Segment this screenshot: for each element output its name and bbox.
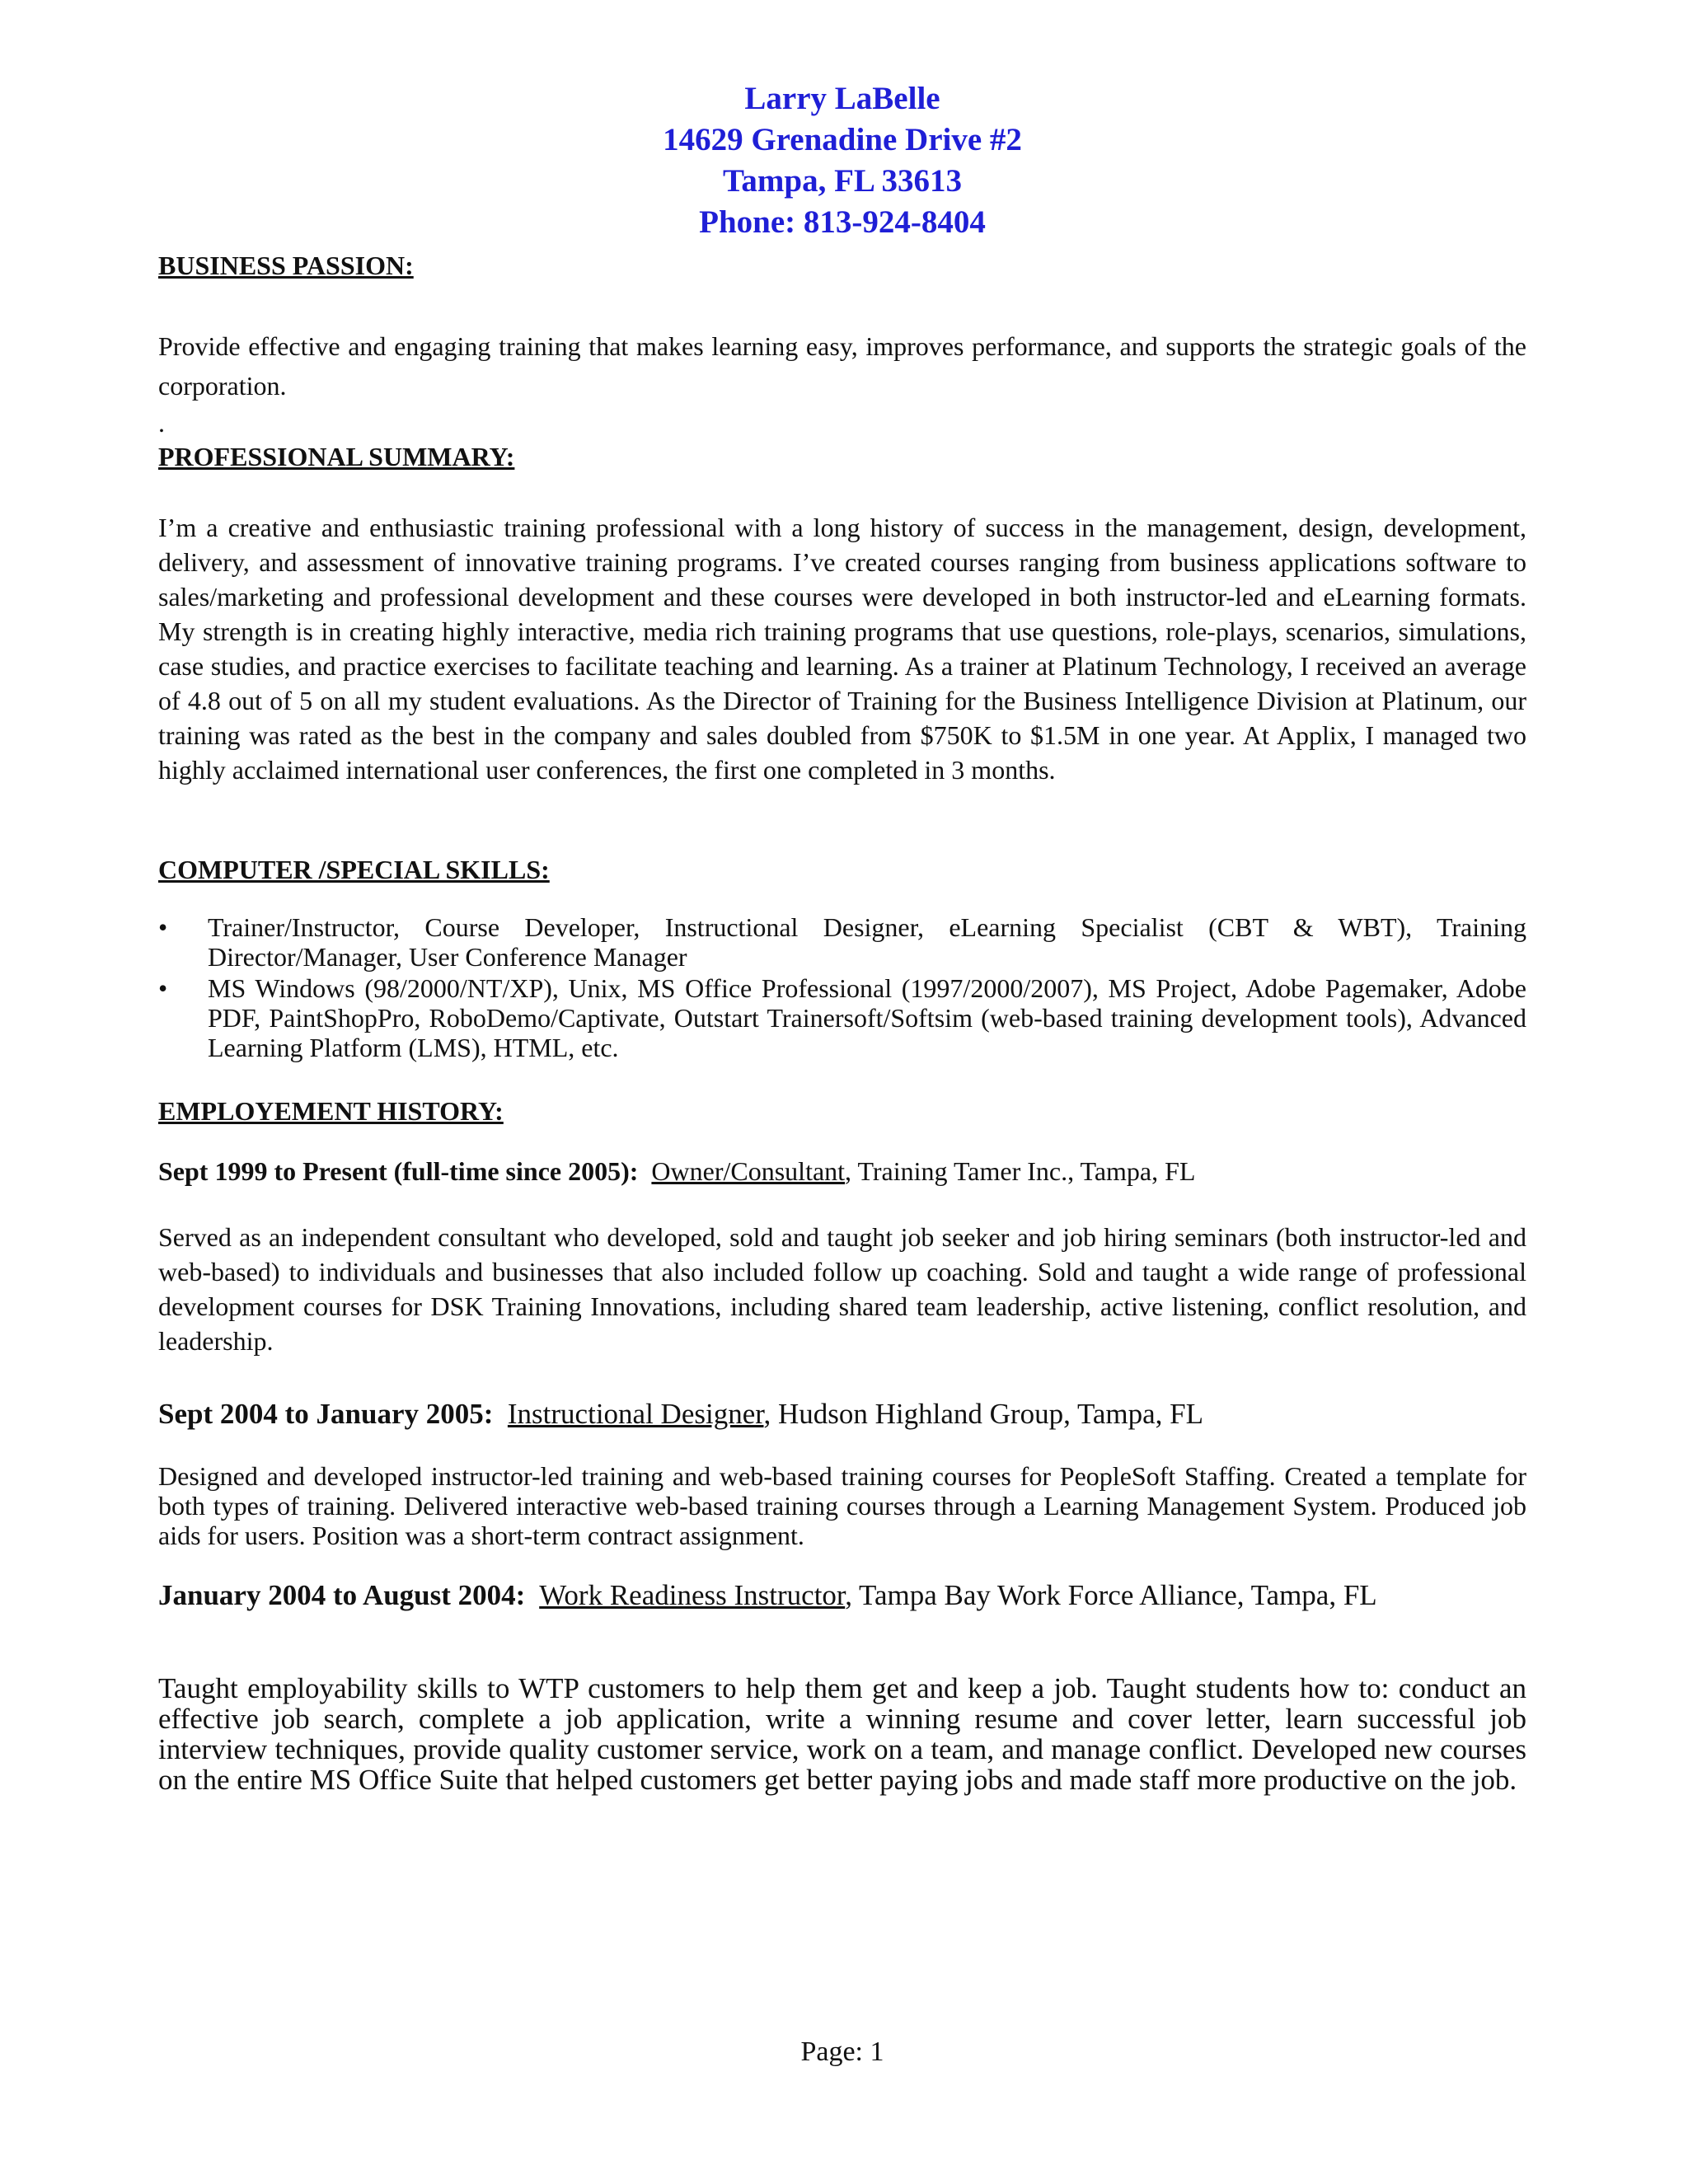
job-company: , Hudson Highland Group, Tampa, FL (763, 1398, 1204, 1430)
resume-header (158, 78, 1526, 243)
job-title: Owner/Consultant (651, 1156, 846, 1186)
city-state-zip: Tampa, FL 33613 (722, 163, 963, 199)
job-description-2: Designed and developed instructor-led training and web-based training courses for PeopleSoft Staffing. Created a template for both types of training. Delivered interactive web-based training courses through a Learning Management System. Produced job aids for users. Position was a short-term contract assignment. (158, 1461, 1526, 1550)
bullet-icon: • (158, 973, 168, 1003)
phone-number: Phone: 813-924-8404 (699, 204, 986, 240)
stray-dot: . (158, 408, 165, 438)
bullet-icon: • (158, 912, 168, 942)
job-dates: Sept 1999 to Present (full-time since 2005): (158, 1156, 639, 1186)
job-description-1: Served as an independent consultant who developed, sold and taught job seeker and job hiring seminars (both instructor-led and web-based) to individuals and businesses that also included follow up coaching. Sold and taught a wide range of professional development courses for DSK Training Innovations, including shared team leadership, active listening, conflict resolution, and leadership. (158, 1222, 1526, 1356)
page-number: Page: 1 (800, 2036, 884, 2067)
job-company: , Tampa Bay Work Force Alliance, Tampa, FL (845, 1579, 1377, 1611)
business-passion-text: Provide effective and engaging training that makes learning easy, improves performance, and supports the strategic goals of the corporation. (158, 331, 1526, 401)
candidate-name: Larry LaBelle (744, 81, 940, 116)
skills-heading: COMPUTER /SPECIAL SKILLS: (158, 855, 550, 884)
business-passion-heading: BUSINESS PASSION: (158, 251, 414, 280)
skill-text: Trainer/Instructor, Course Developer, Instructional Designer, eLearning Specialist (CBT & WBT), Training Director/Manager, User Conference Manager (208, 912, 1526, 972)
job-title: Work Readiness Instructor (539, 1579, 846, 1611)
street-address: 14629 Grenadine Drive #2 (663, 122, 1022, 157)
job-dates: January 2004 to August 2004: (158, 1579, 526, 1611)
job-header-2 (158, 1396, 1526, 1432)
list-item (158, 973, 1526, 1062)
professional-summary-text: I’m a creative and enthusiastic training professional with a long history of success in the management, design, development, delivery, and assessment of innovative training programs. I’ve created courses ranging from business applications software to sales/marketing and professional development and these courses were developed in both instructor-led and eLearning formats. My strength is in creating highly interactive, media rich training programs that use questions, role-plays, scenarios, simulations, case studies, and practice exercises to facilitate teaching and learning. As a trainer at Platinum Technology, I received an average of 4.8 out of 5 on all my student evaluations. As the Director of Training for the Business Intelligence Division at Platinum, our training was rated as the best in the company and sales doubled from $750K to $1.5M in one year. At Applix, I managed two highly acclaimed international user conferences, the first one completed in 3 months. (158, 513, 1526, 785)
job-header-1 (158, 1155, 1526, 1188)
employment-heading: EMPLOYEMENT HISTORY: (158, 1096, 504, 1126)
professional-summary-heading: PROFESSIONAL SUMMARY: (158, 442, 515, 471)
job-dates: Sept 2004 to January 2005: (158, 1398, 494, 1430)
list-item (158, 912, 1526, 972)
job-header-3 (158, 1580, 1526, 1610)
job-title: Instructional Designer (507, 1398, 764, 1430)
skill-text: MS Windows (98/2000/NT/XP), Unix, MS Office Professional (1997/2000/2007), MS Project, Adobe Pagemaker, Adobe PDF, PaintShopPro, RoboDemo/Captivate, Outstart Trainersoft/Softsim (web-based training development tools), Advanced Learning Platform (LMS), HTML, etc. (208, 973, 1526, 1062)
job-description-3: Taught employability skills to WTP customers to help them get and keep a job. Taught students how to: conduct an effective job search, complete a job application, write a winning resume and cover letter, learn successful job interview techniques, provide quality customer service, work on a team, and manage conflict. Developed new courses on the entire MS Office Suite that helped customers get better paying jobs and made staff more productive on the job. (158, 1672, 1526, 1796)
skills-list (158, 912, 1526, 1064)
job-company: , Training Tamer Inc., Tampa, FL (845, 1156, 1196, 1186)
